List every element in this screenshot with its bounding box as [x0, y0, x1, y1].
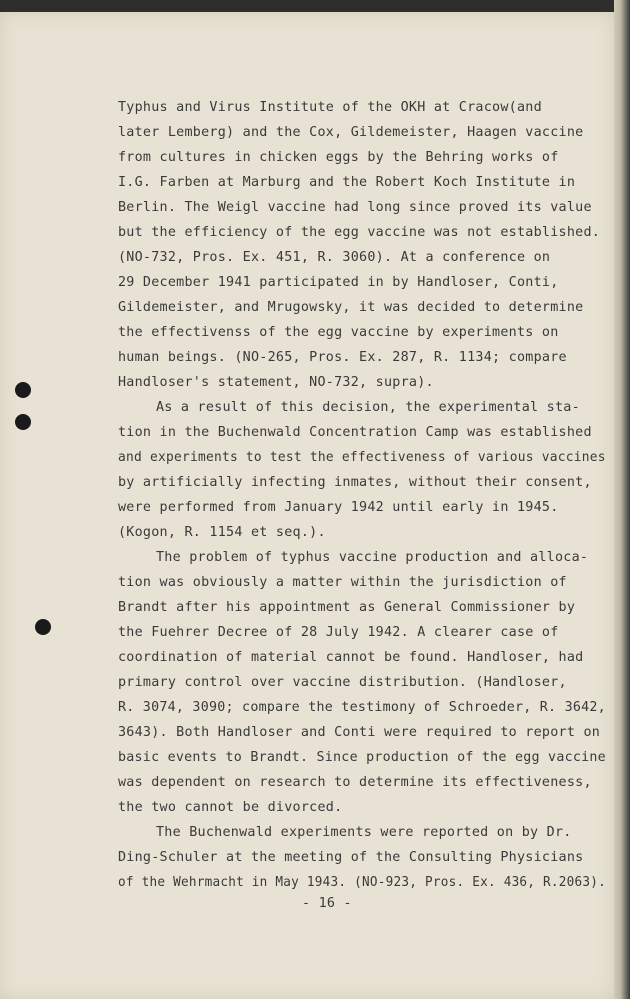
page-number: - 16 -	[302, 896, 352, 911]
paper-page	[0, 12, 614, 999]
text-line: by artificially infecting inmates, without their consent,	[118, 475, 592, 490]
text-line: Ding-Schuler at the meeting of the Consulting Physicians	[118, 850, 584, 865]
text-line: from cultures in chicken eggs by the Behring works of	[118, 150, 559, 165]
text-line: the effectivenss of the egg vaccine by experiments on	[118, 325, 559, 340]
text-line: (Kogon, R. 1154 et seq.).	[118, 525, 326, 540]
text-line: were performed from January 1942 until early in 1945.	[118, 500, 559, 515]
text-line: Handloser's statement, NO-732, supra).	[118, 375, 434, 390]
typewritten-body	[0, 12, 607, 911]
text-line: tion was obviously a matter within the jurisdiction of	[118, 575, 567, 590]
text-line: (NO-732, Pros. Ex. 451, R. 3060). At a conference on	[118, 250, 551, 265]
text-line: tion in the Buchenwald Concentration Camp was established	[118, 425, 592, 440]
text-line: basic events to Brandt. Since production of the egg vaccine	[118, 750, 606, 765]
text-line: The Buchenwald experiments were reported on by Dr.	[156, 825, 572, 840]
text-line: but the efficiency of the egg vaccine was not established.	[118, 225, 601, 240]
text-line: the two cannot be divorced.	[118, 800, 343, 815]
text-line: the Fuehrer Decree of 28 July 1942. A clearer case of	[118, 625, 559, 640]
text-line: Gildemeister, and Mrugowsky, it was decided to determine	[118, 300, 584, 315]
text-line: coordination of material cannot be found. Handloser, had	[118, 650, 584, 665]
text-line: Berlin. The Weigl vaccine had long since proved its value	[118, 200, 592, 215]
text-line: The problem of typhus vaccine production and alloca-	[156, 550, 589, 565]
text-line: primary control over vaccine distribution. (Handloser,	[118, 675, 567, 690]
text-line: later Lemberg) and the Cox, Gildemeister, Haagen vaccine	[118, 125, 584, 140]
punch-hole-lower	[35, 619, 51, 635]
text-line: was dependent on research to determine its effectiveness,	[118, 775, 592, 790]
text-line: As a result of this decision, the experimental sta-	[156, 400, 580, 415]
text-line: R. 3074, 3090; compare the testimony of Schroeder, R. 3642,	[118, 700, 606, 715]
text-line: Brandt after his appointment as General Commissioner by	[118, 600, 576, 615]
text-line: 3643). Both Handloser and Conti were required to report on	[118, 725, 601, 740]
text-line: of the Wehrmacht in May 1943. (NO-923, Pros. Ex. 436, R.2063).	[118, 875, 607, 890]
text-line: and experiments to test the effectiveness of various vaccines	[118, 450, 606, 465]
text-line: 29 December 1941 participated in by Handloser, Conti,	[118, 275, 559, 290]
text-line: I.G. Farben at Marburg and the Robert Koch Institute in	[118, 175, 576, 190]
text-line: human beings. (NO-265, Pros. Ex. 287, R. 1134; compare	[118, 350, 567, 365]
paper-edge	[614, 0, 630, 999]
text-line: Typhus and Virus Institute of the OKH at Cracow(and	[118, 100, 542, 115]
